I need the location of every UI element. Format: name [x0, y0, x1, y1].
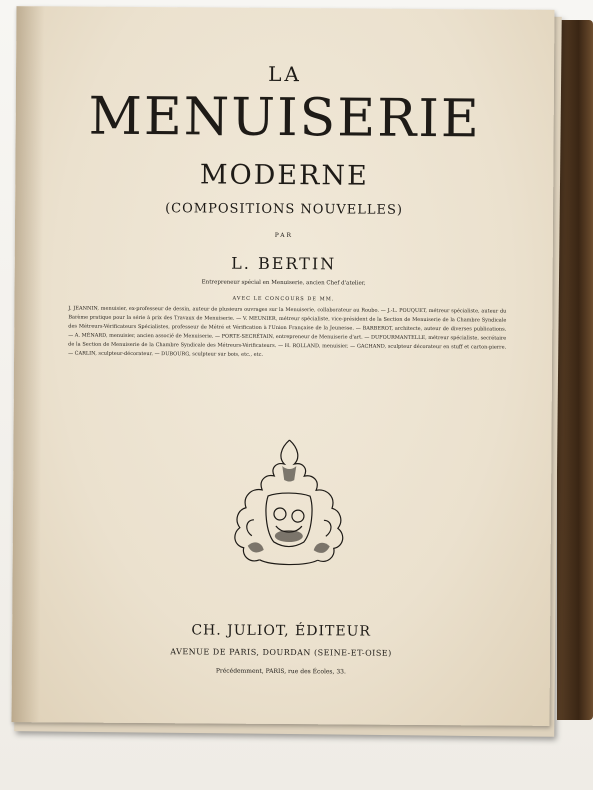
par-label: PAR — [274, 231, 294, 240]
book-subtitle: MODERNE — [199, 159, 369, 192]
publisher-address: AVENUE DE PARIS, DOURDAN (SEINE-ET-OISE) — [170, 647, 392, 658]
author-name: L. BERTIN — [231, 253, 337, 274]
previous-address: Précédemment, PARIS, rue des Écoles, 33. — [215, 667, 346, 676]
concours-label: AVEC LE CONCOURS DE MM. — [232, 295, 335, 303]
author-role: Entrepreneur spécial en Menuiserie, ancien Chef d'atelier, — [201, 279, 366, 287]
decorative-ornament-icon — [228, 436, 351, 571]
title-page — [12, 6, 555, 726]
publisher-name: CH. JULIOT, ÉDITEUR — [191, 622, 372, 640]
collaborators-paragraph: J. JEANNIN, menuisier, ex-professeur de dessin, auteur de plusieurs ouvrages sur la Menuiserie, collaborateur au Roubo. — J.-L. POUQUET, métreur spécialiste, auteur du Barème pratique pour la série à prix des Travaux de Menuiserie. — V. MEUNIER, métreur spécialiste, vice-président de la Section de Menuiserie de la Chambre Syndicale des Métreurs-Vérificateurs Spécialistes, professeur de Métré et Vérification à l'Union Française de la Jeunesse. — BARBEROT, architecte, auteur de diverses publications. — A. MÉNARD, menuisier, ancien associé de Menuiserie. — PORTE-SECRÉTAIN, entrepreneur de Menuiserie d'art. — DUFOURMANTELLE, métreur spécialiste, secrétaire de la Section de Menuiserie de la Chambre Syndicale des Métreurs-Vérificateurs. — H. ROLLAND, menuisier. — GACHAND, sculpteur décorateur en stuff et carton-pierre. — CARLIN, sculpteur-décorateur. — DUBOURG, sculpteur sur bois, etc., etc. — [68, 305, 507, 358]
title-article: LA — [268, 61, 302, 87]
book-tagline: (COMPOSITIONS NOUVELLES) — [165, 201, 404, 218]
book-cover-edge — [557, 20, 593, 720]
book-title: MENUISERIE — [88, 86, 482, 150]
